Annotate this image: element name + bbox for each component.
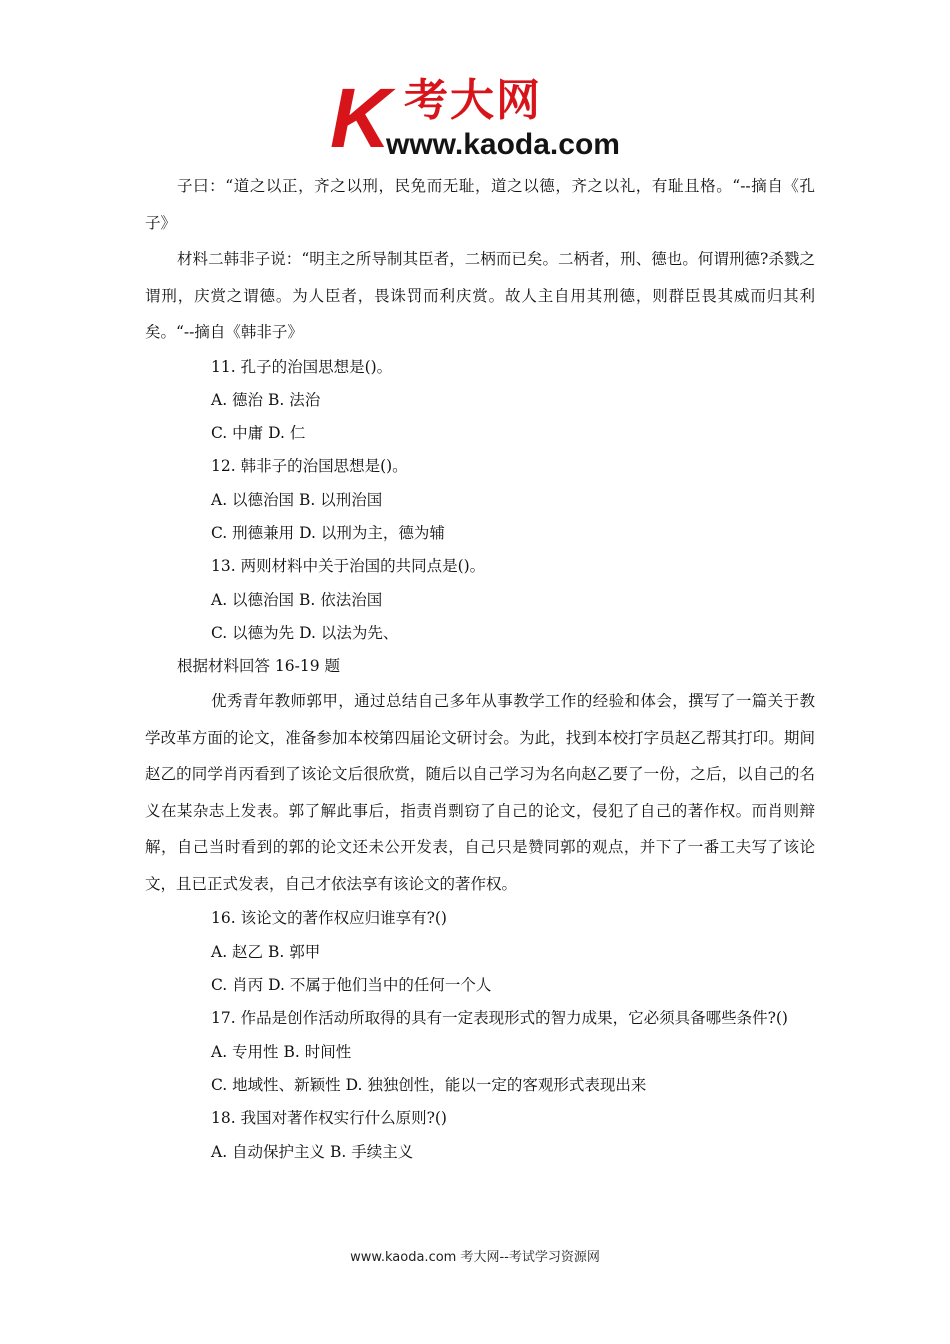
logo-site-name: 考大网 (404, 75, 542, 126)
question-stem: 13. 两则材料中关于治国的共同点是()。 (211, 557, 486, 576)
question-options: C. 地域性、新颖性 D. 独独创性，能以一定的客观形式表现出来 (211, 1075, 647, 1094)
logo-letter: K (330, 71, 391, 165)
question-options: A. 德治 B. 法治 (211, 390, 321, 409)
question-options: A. 赵乙 B. 郭甲 (211, 942, 321, 961)
question-options: C. 刑德兼用 D. 以刑为主，德为辅 (211, 523, 445, 542)
page-footer: www.kaoda.com 考大网--考试学习资源网 (350, 1250, 600, 1265)
question-11 (145, 351, 815, 451)
case-text: 优秀青年教师郭甲，通过总结自己多年从事教学工作的经验和体会，撰写了一篇关于教学改革方面的论文，准备参加本校第四届论文研讨会。为此，找到本校打字员赵乙帮其打印。期间赵乙的同学肖丙看到了该论文后很欣赏，随后以自己学习为名向赵乙要了一份，之后，以自己的名义在某杂志上发表。郭了解此事后，指责肖剽窃了自己的论文，侵犯了自己的著作权。而肖则辩解，自己当时看到的郭的论文还未公开发表，自己只是赞同郭的观点，并下了一番工夫写了该论文，且已正式发表，自己才依法享有该论文的著作权。 (145, 692, 815, 893)
material-one: 子曰：“道之以正，齐之以刑，民免而无耻，道之以德，齐之以礼，有耻且格。“--摘自《孔子》 (145, 177, 815, 232)
question-options: A. 自动保护主义 B. 手续主义 (211, 1142, 414, 1161)
question-stem: 16. 该论文的著作权应归谁享有?() (211, 909, 447, 928)
site-logo (330, 71, 670, 165)
question-stem: 17. 作品是创作活动所取得的具有一定表现形式的智力成果，它必须具备哪些条件?() (211, 1009, 788, 1028)
question-18 (145, 1102, 815, 1169)
question-options: C. 中庸 D. 仁 (211, 424, 306, 443)
question-stem: 18. 我国对著作权实行什么原则?() (211, 1109, 447, 1128)
question-16 (145, 902, 815, 1002)
question-stem: 11. 孔子的治国思想是()。 (211, 357, 393, 376)
question-options: A. 以德治国 B. 依法治国 (211, 590, 383, 609)
question-13 (145, 550, 815, 650)
question-options: A. 专用性 B. 时间性 (211, 1042, 352, 1061)
question-stem: 12. 韩非子的治国思想是()。 (211, 457, 408, 476)
logo-url: www.kaoda.com (386, 128, 620, 161)
material-two: 材料二韩非子说：“明主之所导制其臣者，二柄而已矣。二柄者，刑、德也。何谓刑德?杀戮之谓刑，庆赏之谓德。为人臣者，畏诛罚而利庆赏。故人主自用其刑德，则群臣畏其威而归其利矣。“--摘自《韩非子》 (145, 250, 815, 341)
section-heading: 根据材料回答 16-19 题 (177, 657, 341, 676)
question-options: A. 以德治国 B. 以刑治国 (211, 490, 383, 509)
question-12 (145, 450, 815, 550)
question-17 (145, 1002, 815, 1102)
question-options: C. 以德为先 D. 以法为先、 (211, 623, 399, 642)
question-options: C. 肖丙 D. 不属于他们当中的任何一个人 (211, 976, 492, 995)
document-body (145, 168, 815, 1169)
